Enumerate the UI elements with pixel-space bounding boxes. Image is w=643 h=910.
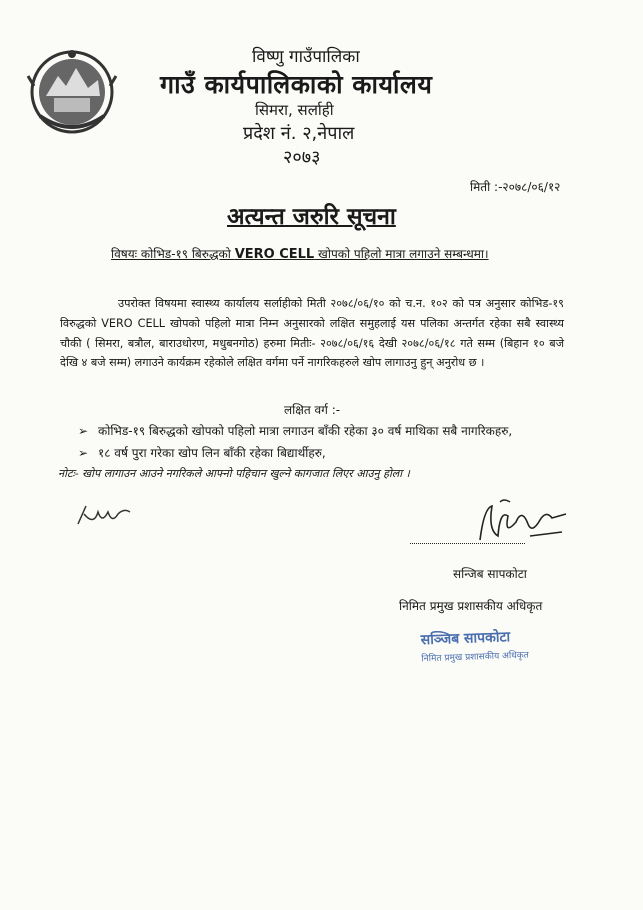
signatory-name: सन्जिब सापकोटा bbox=[453, 567, 527, 581]
target-heading: लक्षित वर्ग :- bbox=[284, 403, 341, 417]
target-item-text: १८ वर्ष पुरा गरेका खोप लिन बाँकी रहेका बिद्यार्थीहरु, bbox=[98, 446, 326, 460]
target-item bbox=[78, 444, 326, 461]
office-location: सिमरा, सर्लाही bbox=[255, 101, 334, 119]
signatory-designation: निमित प्रमुख प्रशासकीय अधिकृत bbox=[399, 599, 543, 613]
notice-subject bbox=[111, 245, 489, 262]
official-stamp bbox=[420, 626, 556, 669]
subject-prefix: विषयः कोभिड-१९ बिरुद्धको bbox=[111, 247, 235, 261]
notice-date: मिती :-२०७८/०६/१२ bbox=[470, 180, 561, 194]
subject-vaccine: VERO CELL bbox=[234, 247, 315, 262]
target-item-text: कोभिड-१९ बिरुद्धको खोपको पहिलो मात्रा लगाउन बाँकी रहेका ३० वर्ष माथिका सबै नागरिकहरु, bbox=[98, 424, 513, 438]
signature-line bbox=[410, 543, 525, 544]
established-year: २०७३ bbox=[283, 147, 321, 168]
subject-suffix: खोपको पहिलो मात्रा लगाउने सम्बन्धमा। bbox=[314, 247, 489, 261]
office-name: गाउँ कार्यपालिकाको कार्यालय bbox=[160, 70, 433, 99]
initial-signature-icon bbox=[74, 500, 134, 530]
notice-note: नोटः- खोप लागाउन आउने नगरिकले आफ्नो पहिचान खुल्ने कागजात लिएर आउनु होला । bbox=[58, 467, 410, 480]
official-signature-icon bbox=[470, 496, 580, 548]
body-paragraph: उपरोक्त विषयमा स्वास्थ्य कार्यालय सर्लाहीको मिती २०७८/०६/१० को च.न. १०२ को पत्र अनुसार कोभिड-१९ विरुद्धको VERO CELL खोपको पहिलो मात्रा निम्न अनुसारको लक्षित समुहलाई यस पलिका अन्तर्गत रहेका सबै स्वास्थ्य चौकी ( सिमरा, बत्रौल, बाराउधोरण, मधुबनगोठ) हरुमा मितीः- २०७८/०६/१६ देखी २०७८/०६/१८ गते सम्म (बिहान १० बजे देखि ४ बजे सम्म) लगाउने कार्यक्रम रहेकोले लक्षित वर्गमा पर्ने नागरिकहरुले खोप लागाउनु हुन् अनुरोध छ । bbox=[60, 297, 564, 370]
province: प्रदेश नं. २,नेपाल bbox=[243, 123, 355, 144]
arrow-bullet-icon: ➢ bbox=[78, 424, 89, 438]
stamp-designation: निमित प्रमुख प्रशासकीय अधिकृत bbox=[421, 650, 530, 665]
target-item bbox=[78, 422, 512, 439]
notice-title: अत्यन्त जरुरि सूचना bbox=[227, 204, 396, 230]
arrow-bullet-icon: ➢ bbox=[78, 446, 89, 460]
stamp-name: सञ्जिब सापकोटा bbox=[420, 629, 511, 649]
municipality-name: विष्णु गाउँपालिका bbox=[252, 47, 360, 67]
nepal-emblem-icon bbox=[26, 46, 118, 138]
